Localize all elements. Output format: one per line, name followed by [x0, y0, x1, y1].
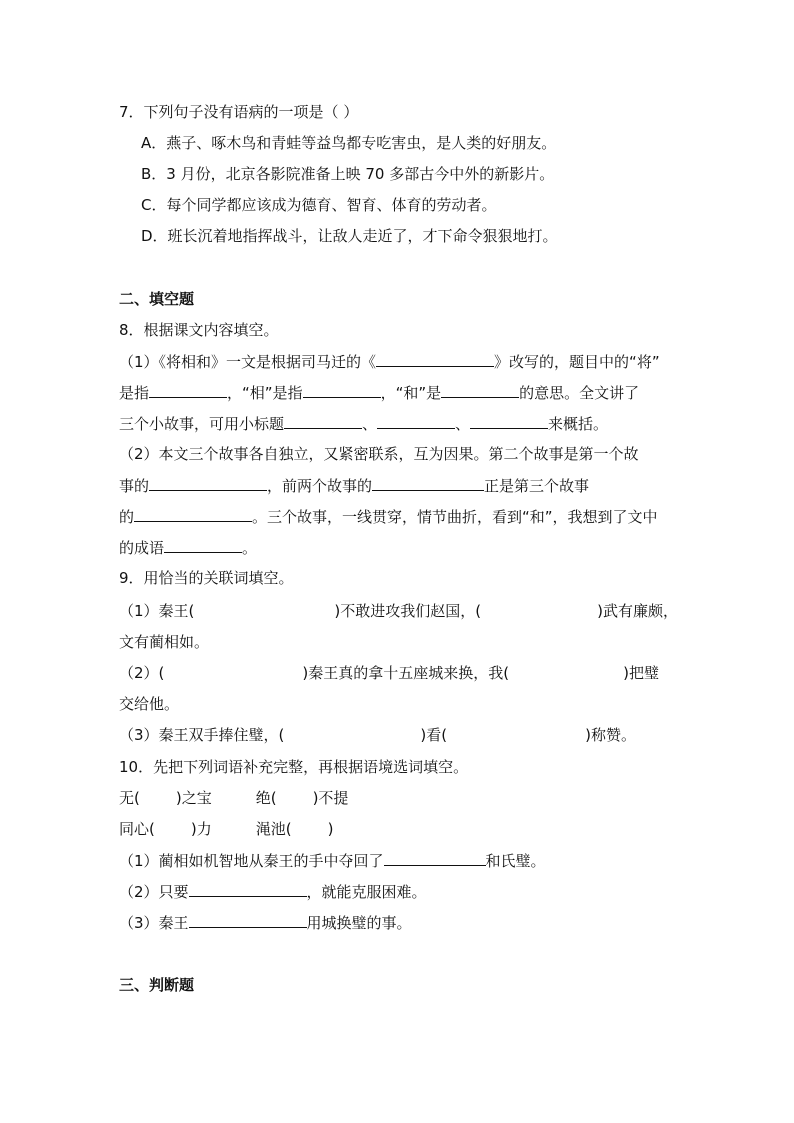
q8-text: 三个小故事，可用小标题: [119, 415, 285, 433]
q8-line-2: [119, 382, 639, 403]
q10-sentence-2: [119, 881, 427, 902]
q8-stem: 8．根据课文内容填空。: [119, 321, 279, 339]
blank-field[interactable]: [284, 413, 362, 429]
blank-field[interactable]: [189, 912, 307, 928]
q9-line-3: [119, 663, 659, 683]
q8-text: ，“相”是指: [227, 384, 303, 402]
q10-text: ): [327, 820, 334, 838]
blank-field[interactable]: [377, 413, 455, 429]
q10-text: 用城换璧的事。: [306, 914, 412, 932]
q10-text: 渑池(: [255, 820, 292, 838]
blank-field[interactable]: [149, 475, 267, 491]
q9-stem: 9．用恰当的关联词填空。: [119, 569, 294, 587]
q9-text: )秦王真的拿十五座城来换，我(: [302, 664, 510, 682]
q9-text: （2）(: [119, 664, 165, 682]
q8-line-3: [119, 413, 608, 434]
section-title-fill-in: 二、填空题: [119, 290, 195, 308]
q8-line-4: （2）本文三个故事各自独立，又紧密联系，互为因果。第二个故事是第一个故: [119, 445, 639, 463]
q10-text: （2）只要: [119, 883, 189, 901]
q9-text: )把璧: [623, 664, 659, 682]
q8-text: 的: [119, 508, 135, 526]
q7-option-a: A．燕子、啄木鸟和青蛙等益鸟都专吃害虫，是人类的好朋友。: [141, 134, 557, 152]
q10-words-row-2: [119, 819, 333, 839]
q7-option-c: C．每个同学都应该成为德育、智育、体育的劳动者。: [141, 196, 497, 214]
q8-text: 、: [362, 415, 378, 433]
q9-text: )看(: [420, 726, 448, 744]
q7-option-b: B．3 月份，北京各影院准备上映 70 多部古今中外的新影片。: [141, 165, 555, 183]
q10-text: ，就能克服困难。: [306, 883, 427, 901]
q8-text: 、: [455, 415, 471, 433]
q7-stem: 7．下列句子没有语病的一项是（ ）: [119, 103, 359, 121]
q8-text: 事的: [119, 477, 150, 495]
q7-option-d: D．班长沉着地指挥战斗，让敌人走近了，才下命令狠狠地打。: [141, 227, 558, 245]
blank-field[interactable]: [470, 413, 548, 429]
blank-field[interactable]: [189, 881, 307, 897]
blank-field[interactable]: [303, 382, 381, 398]
q10-text: 绝(: [255, 789, 277, 807]
q8-line-7: [119, 537, 257, 558]
q10-words-row-1: [119, 788, 348, 808]
q9-line-1: [119, 601, 678, 621]
q10-text: )不提: [312, 789, 349, 807]
q8-text: 。: [242, 539, 258, 557]
q8-text: ，前两个故事的: [267, 477, 373, 495]
q8-line-6: [119, 506, 658, 527]
q9-text: )不敢进攻我们赵国，(: [334, 602, 482, 620]
q8-text: 是指: [119, 384, 150, 402]
q8-text: （1）《将相和》一文是根据司马迁的《: [119, 353, 377, 371]
q9-line-4: 交给他。: [119, 695, 180, 713]
q9-text: )武有廉颇，: [597, 602, 678, 620]
q10-text: )之宝: [175, 789, 212, 807]
blank-field[interactable]: [372, 475, 484, 491]
q8-text: ，“和”是: [380, 384, 442, 402]
section-title-true-false: 三、判断题: [119, 976, 195, 994]
q10-text: 和氏璧。: [485, 852, 546, 870]
q10-sentence-3: [119, 912, 412, 933]
blank-field[interactable]: [441, 382, 519, 398]
blank-field[interactable]: [376, 351, 494, 367]
q9-text: )称赞。: [585, 726, 636, 744]
blank-field[interactable]: [384, 850, 486, 866]
q8-line-5: [119, 475, 589, 496]
blank-field[interactable]: [149, 382, 227, 398]
q10-text: 无(: [119, 789, 140, 807]
blank-field[interactable]: [134, 506, 252, 522]
q10-text: （1）蔺相如机智地从秦王的手中夺回了: [119, 852, 384, 870]
q8-text: 的意思。全文讲了: [519, 384, 640, 402]
q10-text: （3）秦王: [119, 914, 189, 932]
q9-text: （1）秦王(: [119, 602, 195, 620]
q8-text: 。三个故事，一线贯穿，情节曲折，看到“和”，我想到了文中: [252, 508, 658, 526]
q10-sentence-1: [119, 850, 546, 871]
q8-text: 来概括。: [548, 415, 609, 433]
q10-text: 同心(: [119, 820, 155, 838]
q9-line-5: [119, 725, 636, 745]
q8-text: 》改写的，题目中的“将”: [494, 353, 660, 371]
q9-line-2: 文有蔺相如。: [119, 633, 210, 651]
q8-text: 正是第三个故事: [484, 477, 590, 495]
q8-text: 的成语: [119, 539, 165, 557]
q10-stem: 10．先把下列词语补充完整，再根据语境选词填空。: [119, 758, 469, 776]
q9-text: （3）秦王双手捧住璧，(: [119, 726, 285, 744]
q8-line-1: [119, 351, 660, 372]
q10-text: )力: [190, 820, 212, 838]
blank-field[interactable]: [164, 537, 242, 553]
